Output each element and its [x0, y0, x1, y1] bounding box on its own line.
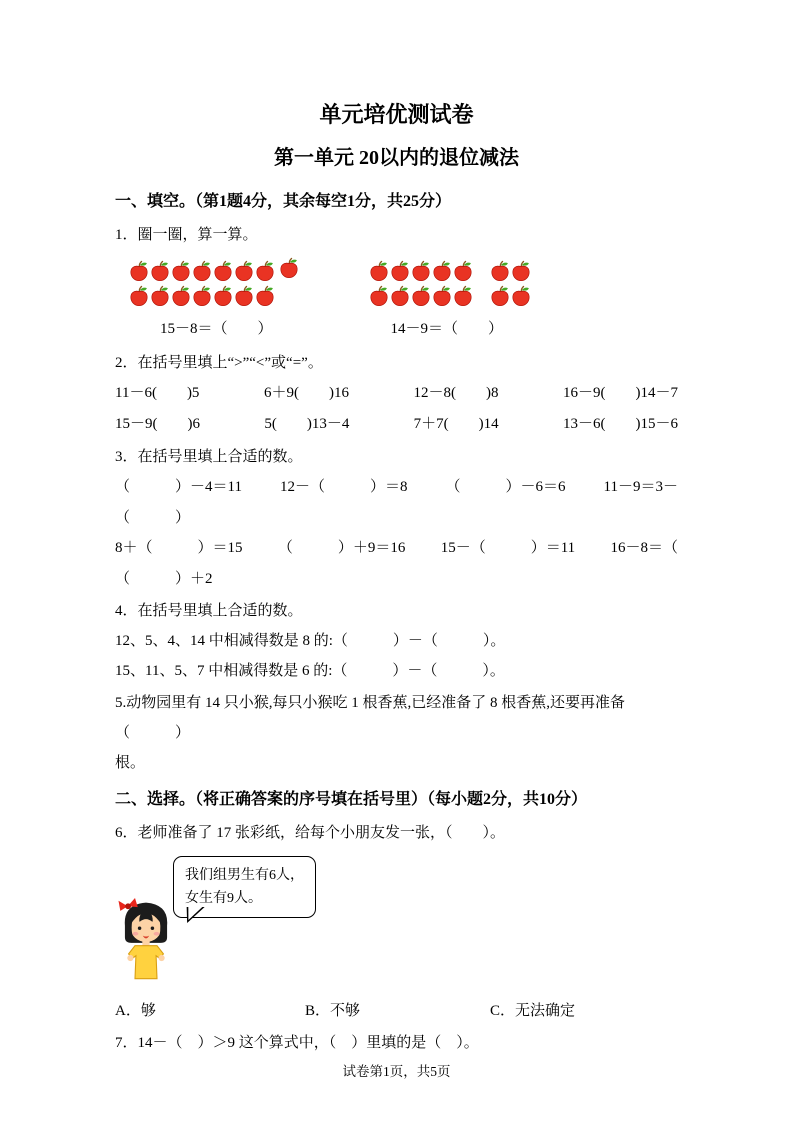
apple-row — [369, 285, 532, 308]
q2-prompt: 2．在括号里填上“>”“<”或“=”。 — [115, 355, 323, 371]
section-2-heading: 二、选择。（将正确答案的序号填在括号里）（每小题2分，共10分） — [115, 791, 588, 808]
apple-icon — [150, 260, 171, 283]
q1-apple-area — [129, 260, 678, 310]
section-1-heading: 一、填空。（第1题4分，其余每空1分，共25分） — [115, 193, 452, 210]
q3-prompt: 3．在括号里填上合适的数。 — [115, 449, 303, 465]
q3-row-2: （ ） — [115, 510, 191, 526]
apple-icon — [255, 285, 276, 308]
apple-icon — [390, 260, 411, 283]
apple-row — [369, 260, 532, 283]
q2-item: 16－9( )14－7 — [562, 385, 678, 401]
apple-row — [129, 285, 297, 308]
apple-row — [129, 260, 297, 283]
q4-row-1: 12、5、4、14 中相减得数是 8 的:（ ）－（ ）。 — [115, 633, 506, 649]
q3-row-1 — [115, 472, 678, 503]
apple-icon — [369, 260, 390, 283]
apple-icon — [490, 260, 511, 283]
girl-illustration — [113, 896, 179, 988]
apple-group-left — [129, 260, 297, 310]
q1-equation-right: 14－9＝（ ） — [390, 321, 504, 337]
q1-prompt: 1．圈一圈，算一算。 — [115, 227, 258, 243]
q3-item: 8＋（ ）＝15 — [115, 540, 243, 556]
apple-icon — [129, 285, 150, 308]
apple-icon — [511, 285, 532, 308]
q3-item: 16－8＝（ — [610, 540, 678, 556]
apple-group-right — [369, 260, 532, 310]
apple-icon — [234, 260, 255, 283]
apple-icon — [171, 260, 192, 283]
q2-item: 13－6( )15－6 — [562, 416, 678, 432]
paper-content — [115, 0, 678, 1058]
page-footer: 试卷第1页，共5页 — [342, 1064, 451, 1079]
apple-icon — [411, 260, 432, 283]
q3-item: （ ）－4＝11 — [115, 479, 242, 495]
apple-icon — [129, 260, 150, 283]
speech-bubble-line: 女生有9人。 — [185, 891, 262, 906]
q3-item: （ ）－6＝6 — [445, 479, 566, 495]
apple-icon — [511, 260, 532, 283]
apple-icon — [255, 260, 276, 283]
q6-prompt: 6．老师准备了 17 张彩纸，给每个小朋友发一张，（ ）。 — [115, 825, 506, 841]
apple-icon — [192, 260, 213, 283]
page-title: 单元培优测试卷 — [319, 102, 474, 127]
apple-icon — [411, 285, 432, 308]
q1-equation-left: 15－8＝（ ） — [160, 321, 273, 337]
q2-item: 7＋7( )14 — [413, 416, 499, 432]
apple-icon — [171, 285, 192, 308]
q2-item: 15－9( )6 — [115, 416, 200, 432]
q5-line-1: 5.动物园里有 14 只小猴,每只小猴吃 1 根香蕉,已经准备了 8 根香蕉,还要再准备（ ） — [115, 695, 626, 741]
q4-prompt: 4．在括号里填上合适的数。 — [115, 603, 303, 619]
apple-icon — [279, 257, 300, 280]
q6-option-c: C．无法确定 — [490, 1003, 576, 1019]
speech-bubble-line: 我们组男生有6人， — [185, 868, 304, 883]
q2-item: 5( )13－4 — [264, 416, 350, 432]
q3-item: 12－（ ）＝8 — [279, 479, 408, 495]
q2-row-2 — [115, 409, 678, 440]
q3-item: （ ）＋9＝16 — [277, 540, 406, 556]
apple-icon — [369, 285, 390, 308]
q2-row-1 — [115, 378, 678, 409]
q6-option-a: A．够 — [115, 1003, 156, 1019]
apple-icon — [213, 285, 234, 308]
q4-row-2: 15、11、5、7 中相减得数是 6 的:（ ）－（ ）。 — [115, 663, 505, 679]
apple-icon — [213, 260, 234, 283]
q6-figure — [115, 854, 678, 992]
apple-icon — [432, 285, 453, 308]
apple-icon — [192, 285, 213, 308]
apple-icon — [453, 260, 474, 283]
speech-bubble — [173, 856, 316, 918]
q6-option-b: B．不够 — [305, 1003, 361, 1019]
apple-icon — [432, 260, 453, 283]
apple-icon — [453, 285, 474, 308]
apple-icon — [234, 285, 255, 308]
apple-icon — [150, 285, 171, 308]
q3-item: 11－9＝3－ — [603, 479, 678, 495]
q3-item: 15－（ ）＝11 — [440, 540, 576, 556]
q5-line-2: 根。 — [115, 755, 146, 771]
q7-prompt: 7．14－（ ）＞9 这个算式中，（ ）里填的是（ ）。 — [115, 1035, 479, 1051]
q2-item: 6＋9( )16 — [263, 385, 349, 401]
q1-equations — [160, 314, 678, 344]
q2-item: 11－6( )5 — [115, 385, 200, 401]
q3-row-3 — [115, 533, 678, 564]
q3-row-4: （ ）＋2 — [115, 571, 213, 587]
apple-icon — [490, 285, 511, 308]
q2-item: 12－8( )8 — [413, 385, 499, 401]
unit-subtitle: 第一单元 20以内的退位减法 — [274, 147, 519, 169]
q6-options — [115, 996, 678, 1026]
apple-icon — [390, 285, 411, 308]
